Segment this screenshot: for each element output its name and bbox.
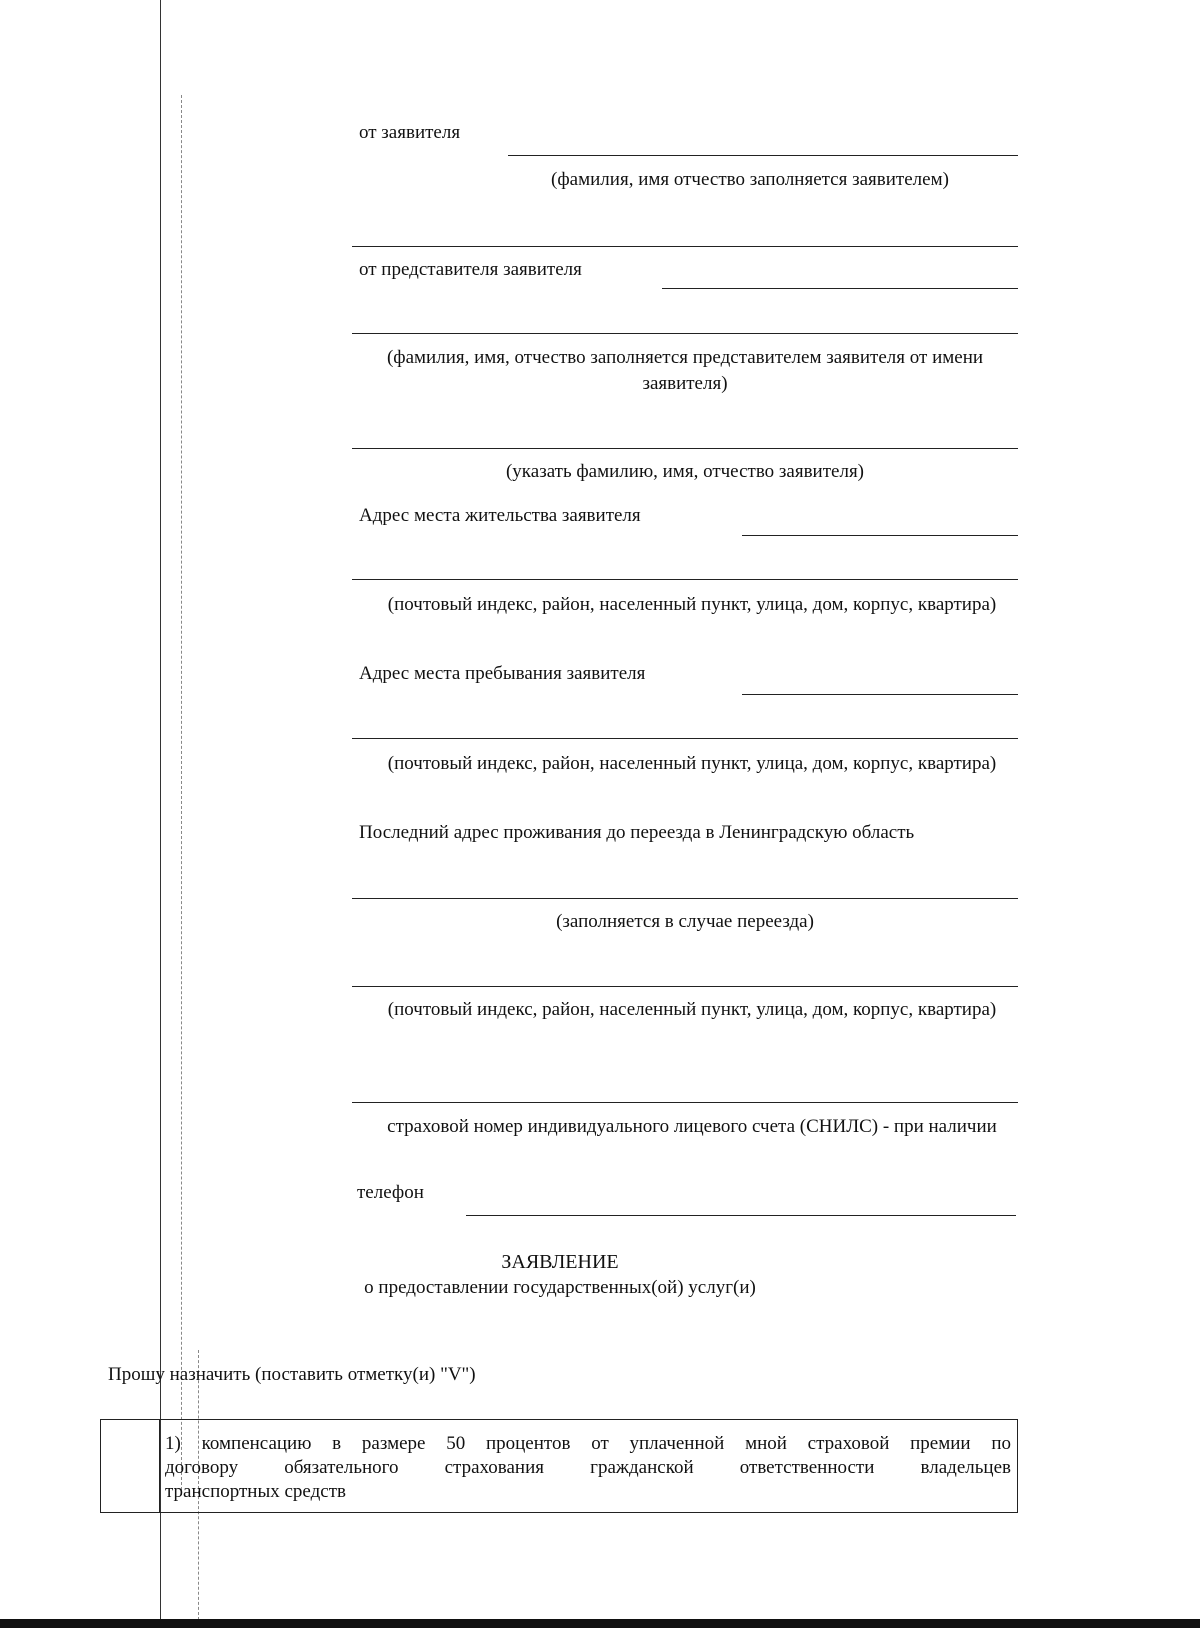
snils-hint: страховой номер индивидуального лицевого счета (СНИЛС) - при наличии (387, 1116, 997, 1137)
option-row (100, 1419, 1018, 1513)
representative-name-field-extra[interactable] (352, 333, 1018, 334)
last-address-label: Последний адрес проживания до переезда в Ленинградскую область (359, 822, 915, 843)
representative-name-field[interactable] (662, 288, 1018, 289)
phone-field[interactable] (466, 1215, 1016, 1216)
stay-address-field-extra[interactable] (352, 738, 1018, 739)
from-representative-label: от представителя заявителя (359, 259, 582, 280)
specify-applicant-field[interactable] (352, 448, 1018, 449)
statement-subtitle: о предоставлении государственных(ой) услуг(и) (364, 1277, 756, 1298)
snils-field[interactable] (352, 1102, 1018, 1103)
option-text (165, 1432, 1011, 1504)
option-line-1 (165, 1432, 1011, 1456)
request-intro: Прошу назначить (поставить отметку(и) "V") (108, 1364, 476, 1385)
option-line-3: транспортных средств (165, 1481, 346, 1502)
last-address-field[interactable] (352, 898, 1018, 899)
from-applicant-label: от заявителя (359, 122, 461, 143)
option-checkbox[interactable] (101, 1420, 160, 1512)
scan-fold-line (181, 95, 182, 1495)
applicant-name-field[interactable] (508, 155, 1018, 156)
option-line-2: договору обязательного страхования гражданской ответственности владельцев (165, 1457, 1011, 1478)
option-line-1-text: компенсацию в размере 50 процентов от уплаченной мной страховой премии по (201, 1433, 1012, 1454)
representative-name-hint: (фамилия, имя, отчество заполняется представителем заявителя от имени заявителя) (386, 347, 984, 394)
option-number: 1) (165, 1433, 181, 1454)
stay-address-field[interactable] (742, 694, 1018, 695)
residence-address-field[interactable] (742, 535, 1018, 536)
applicant-name-field-extra[interactable] (352, 246, 1018, 247)
last-address-field-extra[interactable] (352, 986, 1018, 987)
scan-bottom-edge (0, 1619, 1200, 1628)
stay-address-label: Адрес места пребывания заявителя (359, 663, 646, 684)
residence-address-label: Адрес места жительства заявителя (359, 505, 641, 526)
last-address-hint: (почтовый индекс, район, населенный пункт, улица, дом, корпус, квартира) (387, 999, 997, 1020)
applicant-name-hint: (фамилия, имя отчество заполняется заявителем) (551, 169, 949, 190)
phone-label: телефон (357, 1182, 424, 1203)
if-moved-hint: (заполняется в случае переезда) (556, 911, 814, 932)
specify-applicant-hint: (указать фамилию, имя, отчество заявителя) (505, 461, 865, 482)
residence-address-hint: (почтовый индекс, район, населенный пункт, улица, дом, корпус, квартира) (387, 594, 997, 615)
stay-address-hint: (почтовый индекс, район, населенный пункт, улица, дом, корпус, квартира) (387, 753, 997, 774)
residence-address-field-extra[interactable] (352, 579, 1018, 580)
statement-title: ЗАЯВЛЕНИЕ (501, 1251, 619, 1273)
